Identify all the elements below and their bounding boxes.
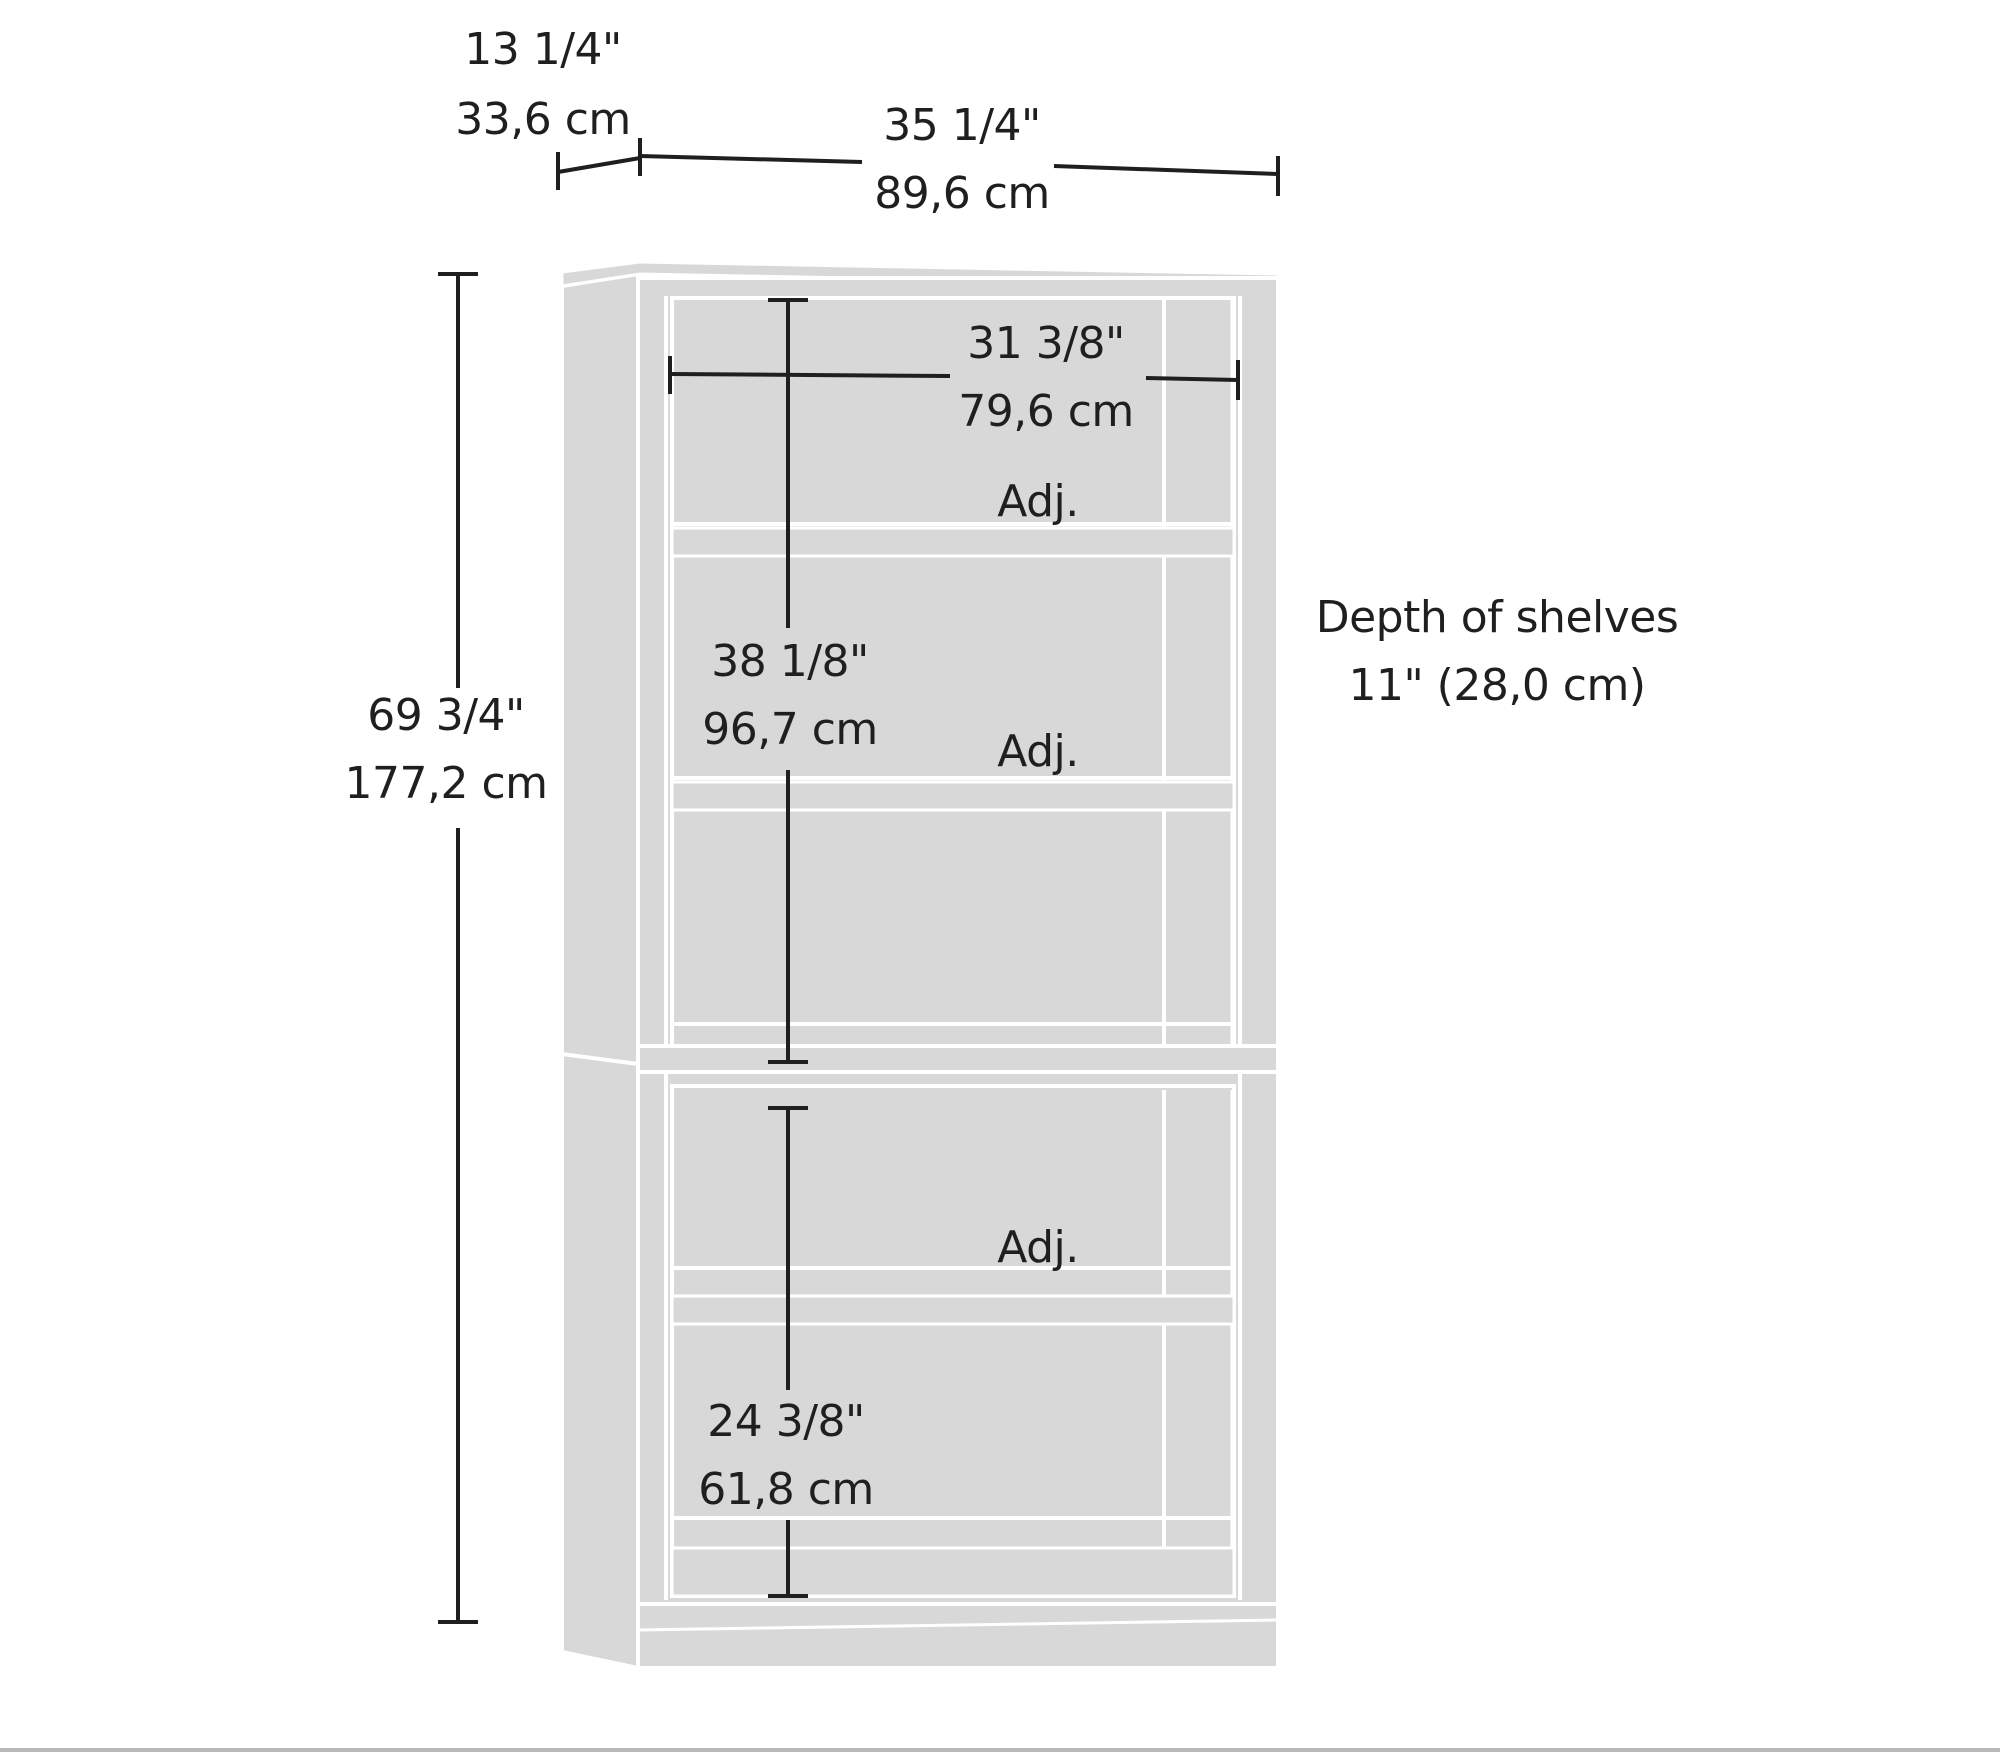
side-panel bbox=[562, 274, 638, 1668]
shelf bbox=[672, 778, 1234, 810]
adjustable-shelf-label: Adj. bbox=[997, 476, 1079, 527]
lower-section-imperial-label: 24 3/8" bbox=[707, 1396, 865, 1447]
width-imperial-label: 35 1/4" bbox=[883, 100, 1041, 151]
depth-dimension-line bbox=[558, 138, 640, 190]
height-dimension-line bbox=[438, 274, 478, 1622]
width-metric-label: 89,6 cm bbox=[874, 168, 1050, 219]
inner-width-imperial-label: 31 3/8" bbox=[967, 318, 1125, 369]
shelf-depth-note-title: Depth of shelves bbox=[1315, 592, 1679, 643]
inner-width-metric-label: 79,6 cm bbox=[958, 386, 1134, 437]
adjustable-shelf-label: Adj. bbox=[997, 1222, 1079, 1273]
upper-section-metric-label: 96,7 cm bbox=[702, 704, 878, 755]
bookcase bbox=[562, 262, 1278, 1668]
lower-section-metric-label: 61,8 cm bbox=[698, 1464, 874, 1515]
base-plinth bbox=[638, 1604, 1278, 1668]
depth-imperial-label: 13 1/4" bbox=[464, 24, 622, 75]
bottom-divider bbox=[0, 1748, 2000, 1752]
height-metric-label: 177,2 cm bbox=[344, 758, 548, 809]
upper-section-imperial-label: 38 1/8" bbox=[711, 636, 869, 687]
height-imperial-label: 69 3/4" bbox=[367, 690, 525, 741]
adjustable-shelf-label: Adj. bbox=[997, 726, 1079, 777]
shelf bbox=[672, 524, 1234, 556]
shelf-depth-note-value: 11" (28,0 cm) bbox=[1348, 660, 1646, 711]
depth-metric-label: 33,6 cm bbox=[455, 94, 631, 145]
